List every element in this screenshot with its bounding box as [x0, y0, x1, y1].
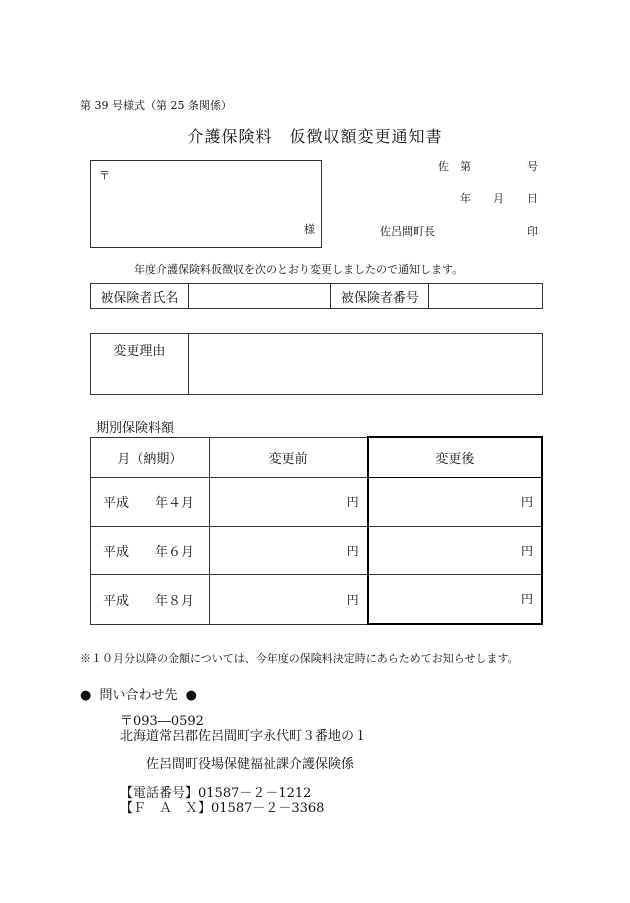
row-before: 円: [209, 526, 367, 574]
issuer-seal: 印: [527, 225, 538, 238]
intro-text: 年度介護保険料仮徴収を次のとおり変更しましたので通知します。: [134, 263, 464, 276]
form-number: 第 39 号様式（第 25 条関係）: [80, 99, 232, 112]
row-after: 円: [368, 574, 542, 624]
header-period: 月（納期）: [91, 437, 210, 477]
issuer-dai: 第: [460, 160, 471, 173]
insured-name-label: 被保険者氏名: [91, 284, 189, 309]
reason-table: [90, 333, 543, 395]
issuer-nen: 年: [460, 192, 471, 205]
row-after: 円: [368, 526, 542, 574]
period-title: 期別保険料額: [96, 421, 175, 436]
table-row: [91, 574, 543, 624]
row-before: 円: [209, 477, 367, 526]
reason-value: [188, 334, 542, 395]
contact-office: 佐呂間町役場保健福祉課介護保険係: [146, 757, 355, 772]
address-box: [90, 160, 322, 248]
insured-number-label: 被保険者番号: [331, 284, 429, 309]
header-before: 変更前: [209, 437, 367, 477]
period-table: [90, 436, 543, 625]
contact-fax: 【Ｆ Ａ Ｘ】01587－２－3368: [120, 801, 325, 816]
insured-number-value: [429, 284, 543, 309]
contact-heading-label: 問い合わせ先: [99, 688, 178, 703]
row-before: 円: [209, 574, 367, 624]
bullet-icon: ●: [80, 688, 92, 703]
period-table-header: [91, 437, 543, 477]
contact-postal: 〒093―0592: [120, 714, 204, 729]
issuer-tsuki: 月: [493, 192, 504, 205]
issuer-hi: 日: [527, 192, 538, 205]
insured-table: [90, 283, 543, 309]
table-row: [91, 477, 543, 526]
contact-heading: [80, 684, 197, 703]
note-text: ※１０月分以降の金額については、今年度の保険料決定時にあらためてお知らせします。: [80, 652, 519, 665]
row-after: 円: [368, 477, 542, 526]
header-after: 変更後: [368, 437, 542, 477]
page-title: 介護保険料 仮徴収額変更通知書: [187, 127, 443, 146]
reason-label: 変更理由: [91, 334, 189, 395]
row-period: 平成 年６月: [91, 526, 210, 574]
issuer-sa: 佐: [438, 160, 449, 173]
bullet-icon: ●: [185, 688, 197, 703]
row-period: 平成 年８月: [91, 574, 210, 624]
insured-name-value: [188, 284, 331, 309]
contact-address: 北海道常呂郡佐呂間町字永代町３番地の１: [120, 729, 368, 744]
sama-label: 様: [304, 223, 315, 236]
row-period: 平成 年４月: [91, 477, 210, 526]
contact-tel: 【電話番号】01587－２－1212: [120, 786, 312, 801]
issuer-go: 号: [527, 160, 538, 173]
issuer-mayor: 佐呂間町長: [380, 225, 435, 238]
table-row: [91, 526, 543, 574]
postal-mark: 〒: [99, 169, 110, 182]
